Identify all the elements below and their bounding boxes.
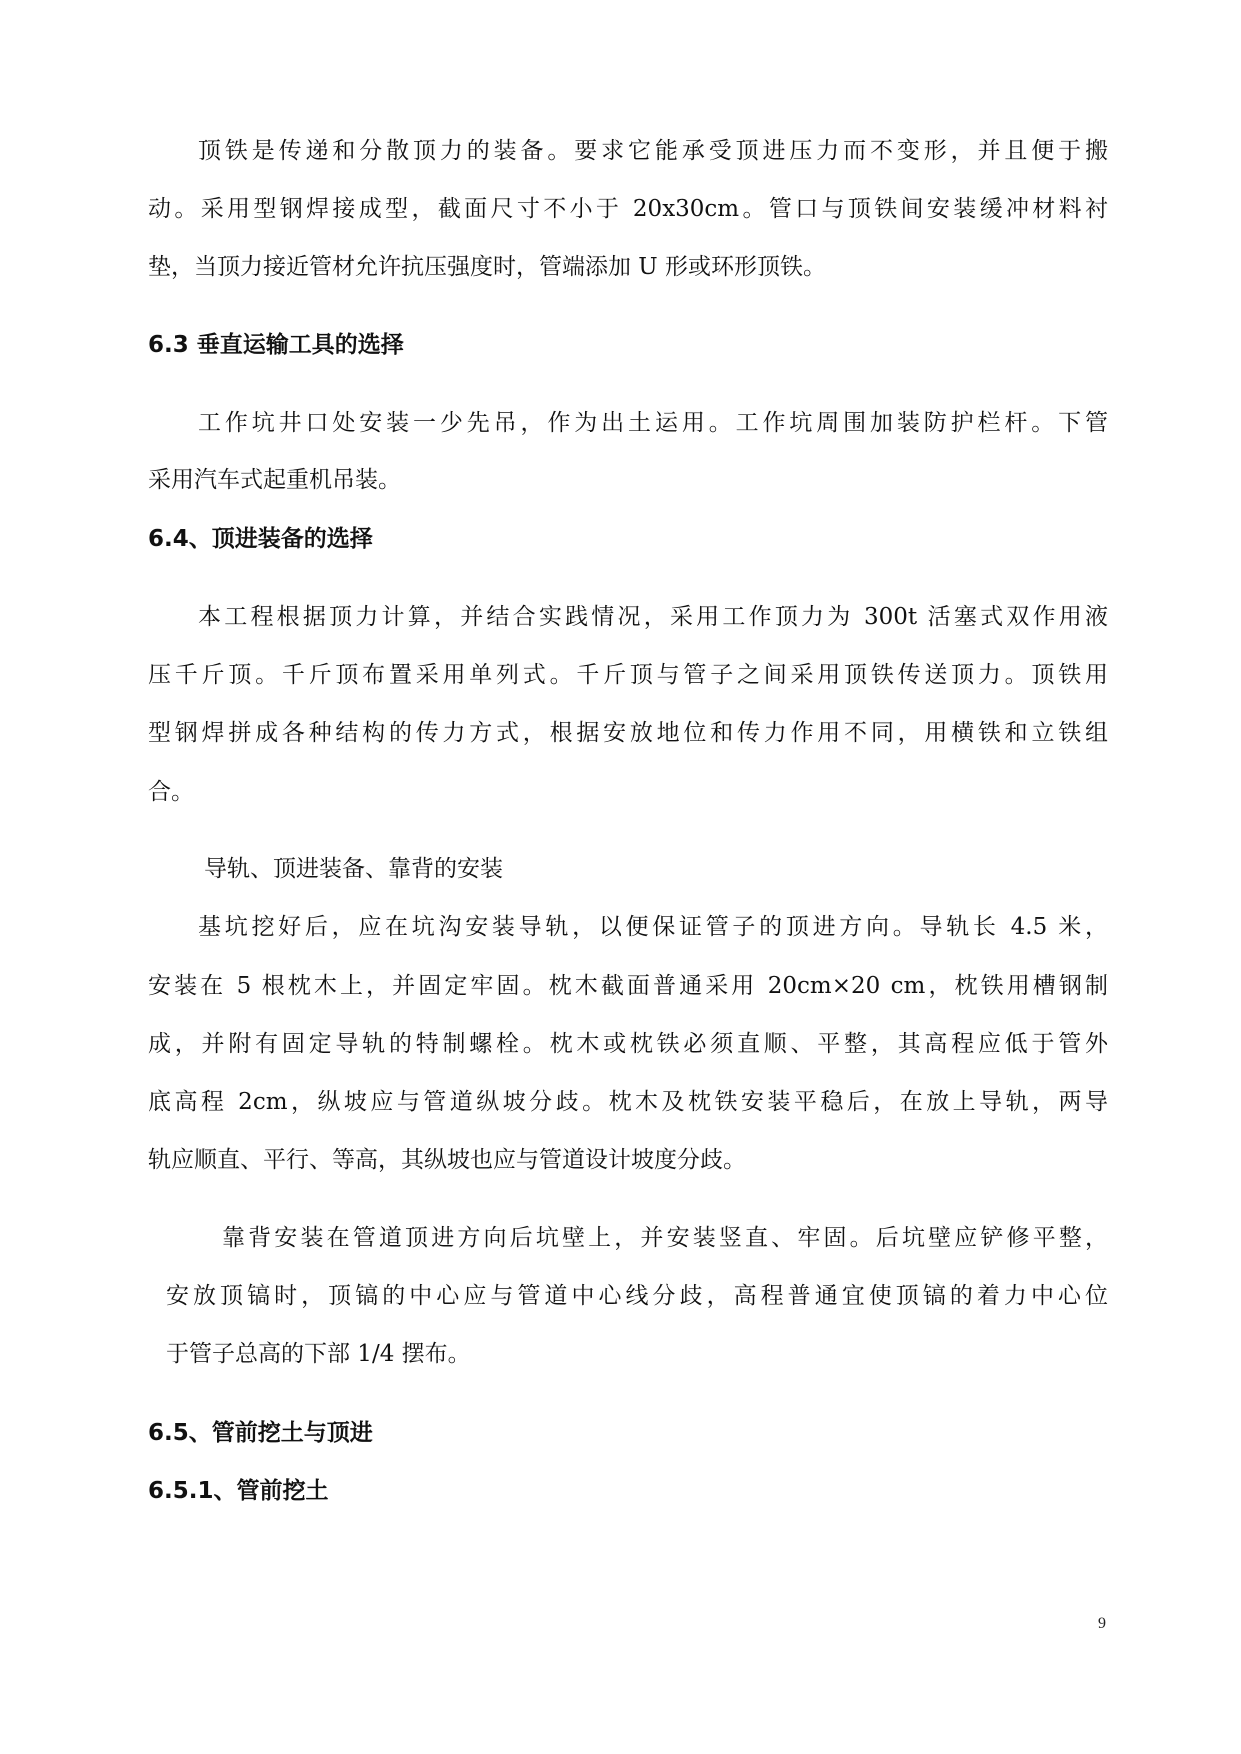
- section-heading: 6.5、管前挖土与顶进: [148, 1420, 373, 1446]
- paragraph-line: 于管子总高的下部 1/4 摆布。: [166, 1341, 471, 1367]
- paragraph-line: 底高程 2cm，纵坡应与管道纵坡分歧。枕木及枕铁安装平稳后，在放上导轨，两导: [148, 1089, 1108, 1115]
- paragraph-line: 基坑挖好后，应在坑沟安装导轨，以便保证管子的顶进方向。导轨长 4.5 米，: [198, 914, 1108, 940]
- paragraph-line: 轨应顺直、平行、等高，其纵坡也应与管道设计坡度分歧。: [148, 1147, 746, 1173]
- paragraph-line: 成，并附有固定导轨的特制螺栓。枕木或枕铁必须直顺、平整，其高程应低于管外: [148, 1031, 1108, 1057]
- paragraph-line: 动。采用型钢焊接成型，截面尺寸不小于 20x30cm。管口与顶铁间安装缓冲材料衬: [148, 196, 1108, 222]
- section-heading: 6.4、顶进装备的选择: [148, 526, 373, 552]
- paragraph-line: 合。: [148, 779, 194, 805]
- subsection-title: 导轨、顶进装备、靠背的安装: [204, 856, 503, 882]
- paragraph-line: 型钢焊拼成各种结构的传力方式，根据安放地位和传力作用不同，用横铁和立铁组: [148, 720, 1108, 746]
- paragraph-line: 顶铁是传递和分散顶力的装备。要求它能承受顶进压力而不变形，并且便于搬: [198, 138, 1108, 164]
- subsection-heading: 6.5.1、管前挖土: [148, 1478, 329, 1504]
- paragraph-line: 采用汽车式起重机吊装。: [148, 467, 401, 493]
- paragraph-line: 垫，当顶力接近管材允许抗压强度时，管端添加 U 形或环形顶铁。: [148, 254, 827, 280]
- paragraph-line: 本工程根据顶力计算，并结合实践情况，采用工作顶力为 300t 活塞式双作用液: [198, 604, 1108, 630]
- paragraph-line: 工作坑井口处安装一少先吊，作为出土运用。工作坑周围加装防护栏杆。下管: [198, 410, 1108, 436]
- section-heading: 6.3 垂直运输工具的选择: [148, 332, 404, 358]
- paragraph-line: 安放顶镐时，顶镐的中心应与管道中心线分歧，高程普通宜使顶镐的着力中心位: [166, 1283, 1108, 1309]
- paragraph-line: 压千斤顶。千斤顶布置采用单列式。千斤顶与管子之间采用顶铁传送顶力。顶铁用: [148, 662, 1108, 688]
- paragraph-line: 安装在 5 根枕木上，并固定牢固。枕木截面普通采用 20cm×20 cm，枕铁用槽钢制: [148, 973, 1108, 999]
- paragraph-line: 靠背安装在管道顶进方向后坑壁上，并安装竖直、牢固。后坑壁应铲修平整，: [222, 1225, 1108, 1251]
- page-number: 9: [1098, 1615, 1106, 1632]
